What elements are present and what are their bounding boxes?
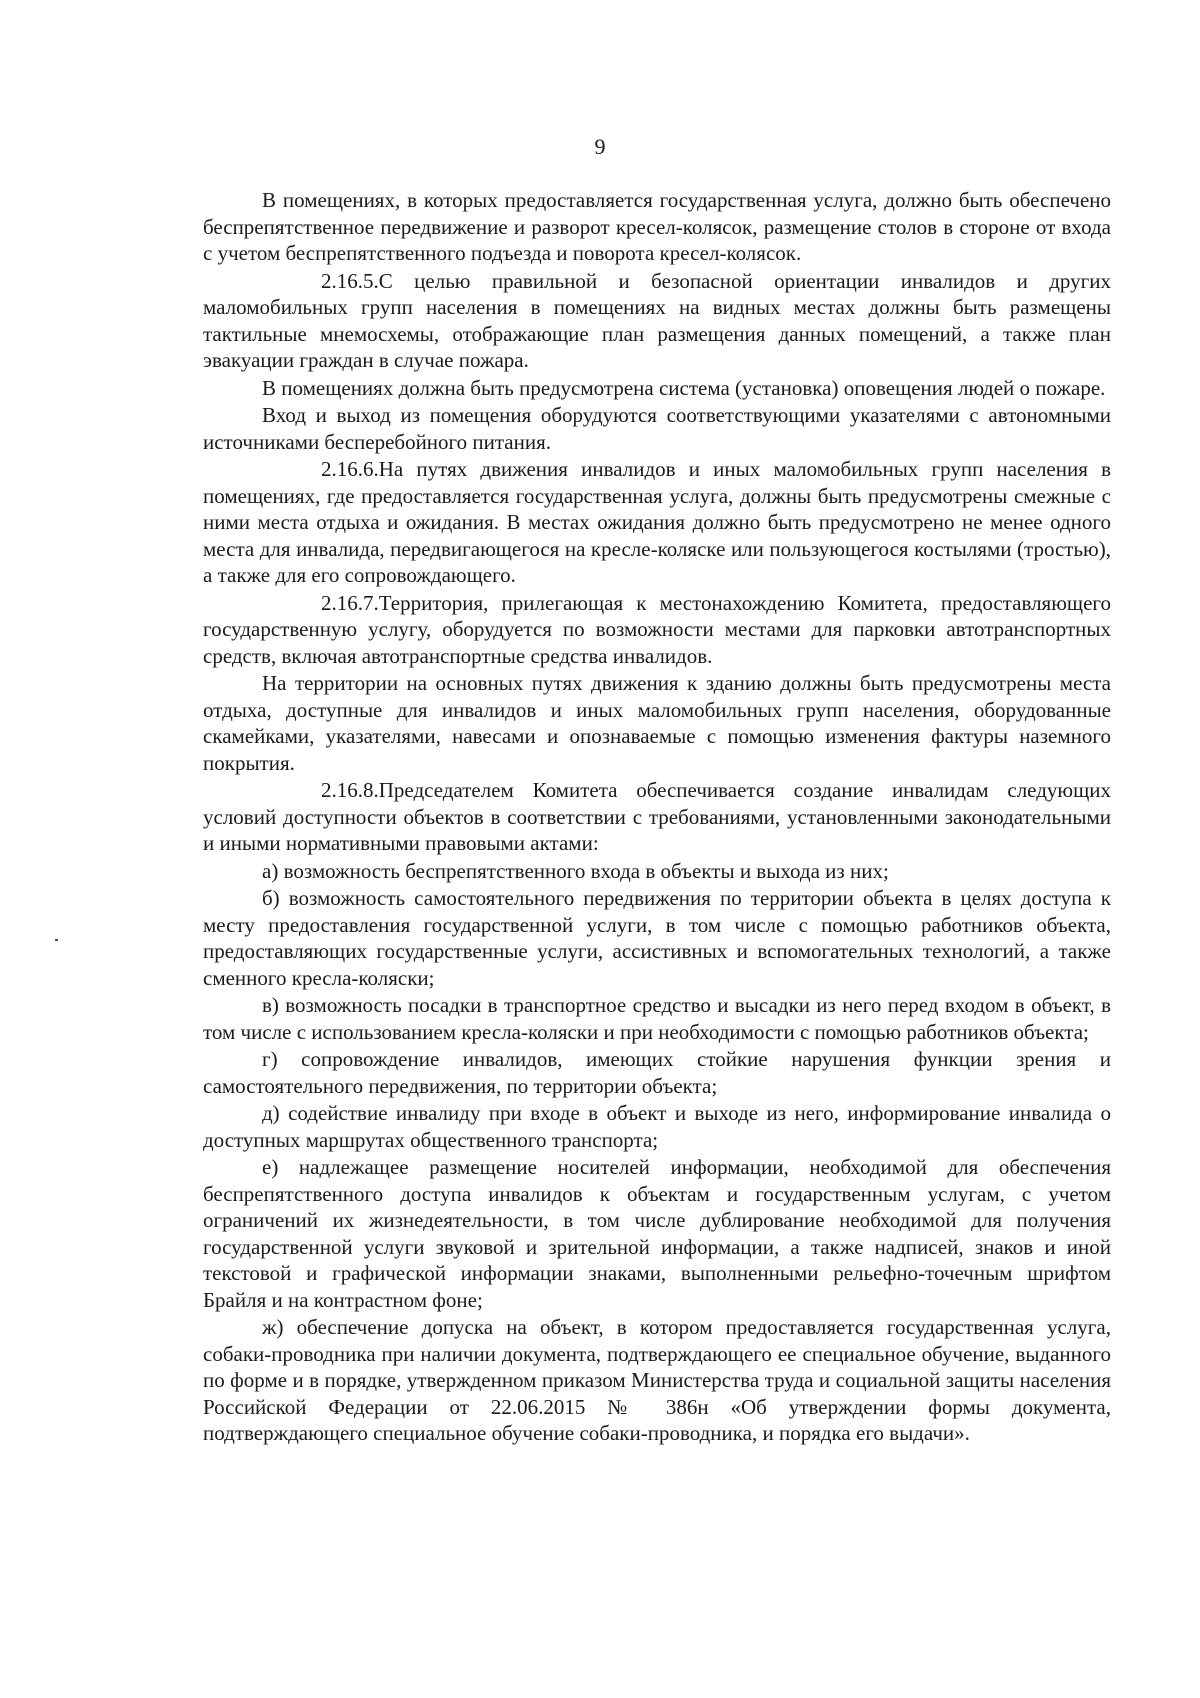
clause-number: 2.16.6. [321, 457, 379, 481]
paragraph [203, 858, 1111, 885]
paragraph [203, 885, 1111, 991]
paragraph-text: д) содействие инвалиду при входе в объект и выходе из него, информирование инвалида о доступных маршрутах общественного транспорта; [203, 1101, 1111, 1152]
paragraph [203, 402, 1111, 455]
paragraph [203, 1046, 1111, 1099]
paragraph-text: В помещениях, в которых предоставляется государственная услуга, должно быть обеспечено беспрепятственное передвижение и разворот кресел-колясок, размещение столов в стороне от входа с учетом беспрепятственного подъезда и поворота кресел-колясок. [203, 188, 1111, 265]
paragraph [203, 1154, 1111, 1313]
paragraph [203, 1100, 1111, 1153]
clause-number: 2.16.8. [321, 778, 379, 802]
paragraph-text: ж) обеспечение допуска на объект, в котором предоставляется государственная услуга, собаки-проводника при наличии документа, подтверждающего ее специальное обучение, выданного по форме и в порядке, утвержденном приказом Министерства труда и социальной защиты населения Российской Федерации от 22.06.2015 № 386н «Об утверждении формы документа, подтверждающего специальное обучение собаки-проводника, и порядка его выдачи». [203, 1315, 1111, 1445]
paragraph-text: С целью правильной и безопасной ориентации инвалидов и других маломобильных групп населения в помещениях на видных местах должны быть размещены тактильные мнемосхемы, отображающие план размещения данных помещений, а также план эвакуации граждан в случае пожара. [203, 268, 1111, 372]
clause-number: 2.16.5. [321, 268, 379, 293]
paragraph-text: На территории на основных путях движения к зданию должны быть предусмотрены места отдыха, доступные для инвалидов и иных маломобильных групп населения, оборудованные скамейками, указателями, навесами и опознаваемые с помощью изменения фактуры наземного покрытия. [203, 671, 1111, 775]
paragraph [203, 375, 1111, 402]
paragraph-text: г) сопровождение инвалидов, имеющих стойкие нарушения функции зрения и самостоятельного передвижения, по территории объекта; [203, 1047, 1111, 1098]
paragraph [203, 1314, 1111, 1447]
paragraph-text: а) возможность беспрепятственного входа в объекты и выхода из них; [262, 858, 889, 883]
paragraph [203, 992, 1111, 1045]
paragraph [203, 670, 1111, 776]
paragraph-text: Вход и выход из помещения оборудуются соответствующими указателями с автономными источниками бесперебойного питания. [203, 403, 1111, 454]
paragraph-text: Территория, прилегающая к местонахождению Комитета, предоставляющего государственную услугу, оборудуется по возможности местами для парковки автотранспортных средств, включая автотранспортные средства инвалидов. [203, 590, 1111, 668]
paragraph [203, 187, 1111, 267]
page-number: 9 [594, 134, 606, 159]
paragraph-text: в) возможность посадки в транспортное средство и высадки из него перед входом в объект, в том числе с использованием кресла-коляски и при необходимости с помощью работников объекта; [203, 993, 1111, 1044]
paragraph-text: На путях движения инвалидов и иных маломобильных групп населения в помещениях, где предоставляется государственная услуга, должны быть предусмотрены смежные с ними места отдыха и ожидания. В местах ожидания должно быть предусмотрено не менее одного места для инвалида, передвигающегося на кресле-коляске или пользующегося костылями (тростью), а также для его сопровождающего. [203, 457, 1111, 587]
paragraph [203, 268, 1111, 374]
paragraph [203, 590, 1111, 670]
paragraph-text: б) возможность самостоятельного передвижения по территории объекта в целях доступа к месту предоставления государственной услуги, в том числе с помощью работников объекта, предоставляющих государственные услуги, ассистивных и вспомогательных технологий, а также сменного кресла-коляски; [203, 886, 1111, 990]
clause-number: 2.16.7. [321, 590, 379, 615]
paragraph-text: е) надлежащее размещение носителей информации, необходимой для обеспечения беспрепятственного доступа инвалидов к объектам и государственным услугам, с учетом ограничений их жизнедеятельности, в том числе дублирование необходимой для получения государственной услуги звуковой и зрительной информации, а также надписей, знаков и иной текстовой и графической информации знаками, выполненными рельефно-точечным шрифтом Брайля и на контрастном фоне; [203, 1155, 1111, 1312]
paragraph [203, 456, 1111, 589]
scan-mark [55, 939, 58, 941]
paragraph [203, 777, 1111, 857]
document-body [203, 187, 1111, 1448]
paragraph-text: В помещениях должна быть предусмотрена система (установка) оповещения людей о пожаре. [262, 375, 1106, 400]
paragraph-text: Председателем Комитета обеспечивается создание инвалидам следующих условий доступности объектов в соответствии с требованиями, установленными законодательными и иными нормативными правовыми актами: [203, 778, 1111, 855]
